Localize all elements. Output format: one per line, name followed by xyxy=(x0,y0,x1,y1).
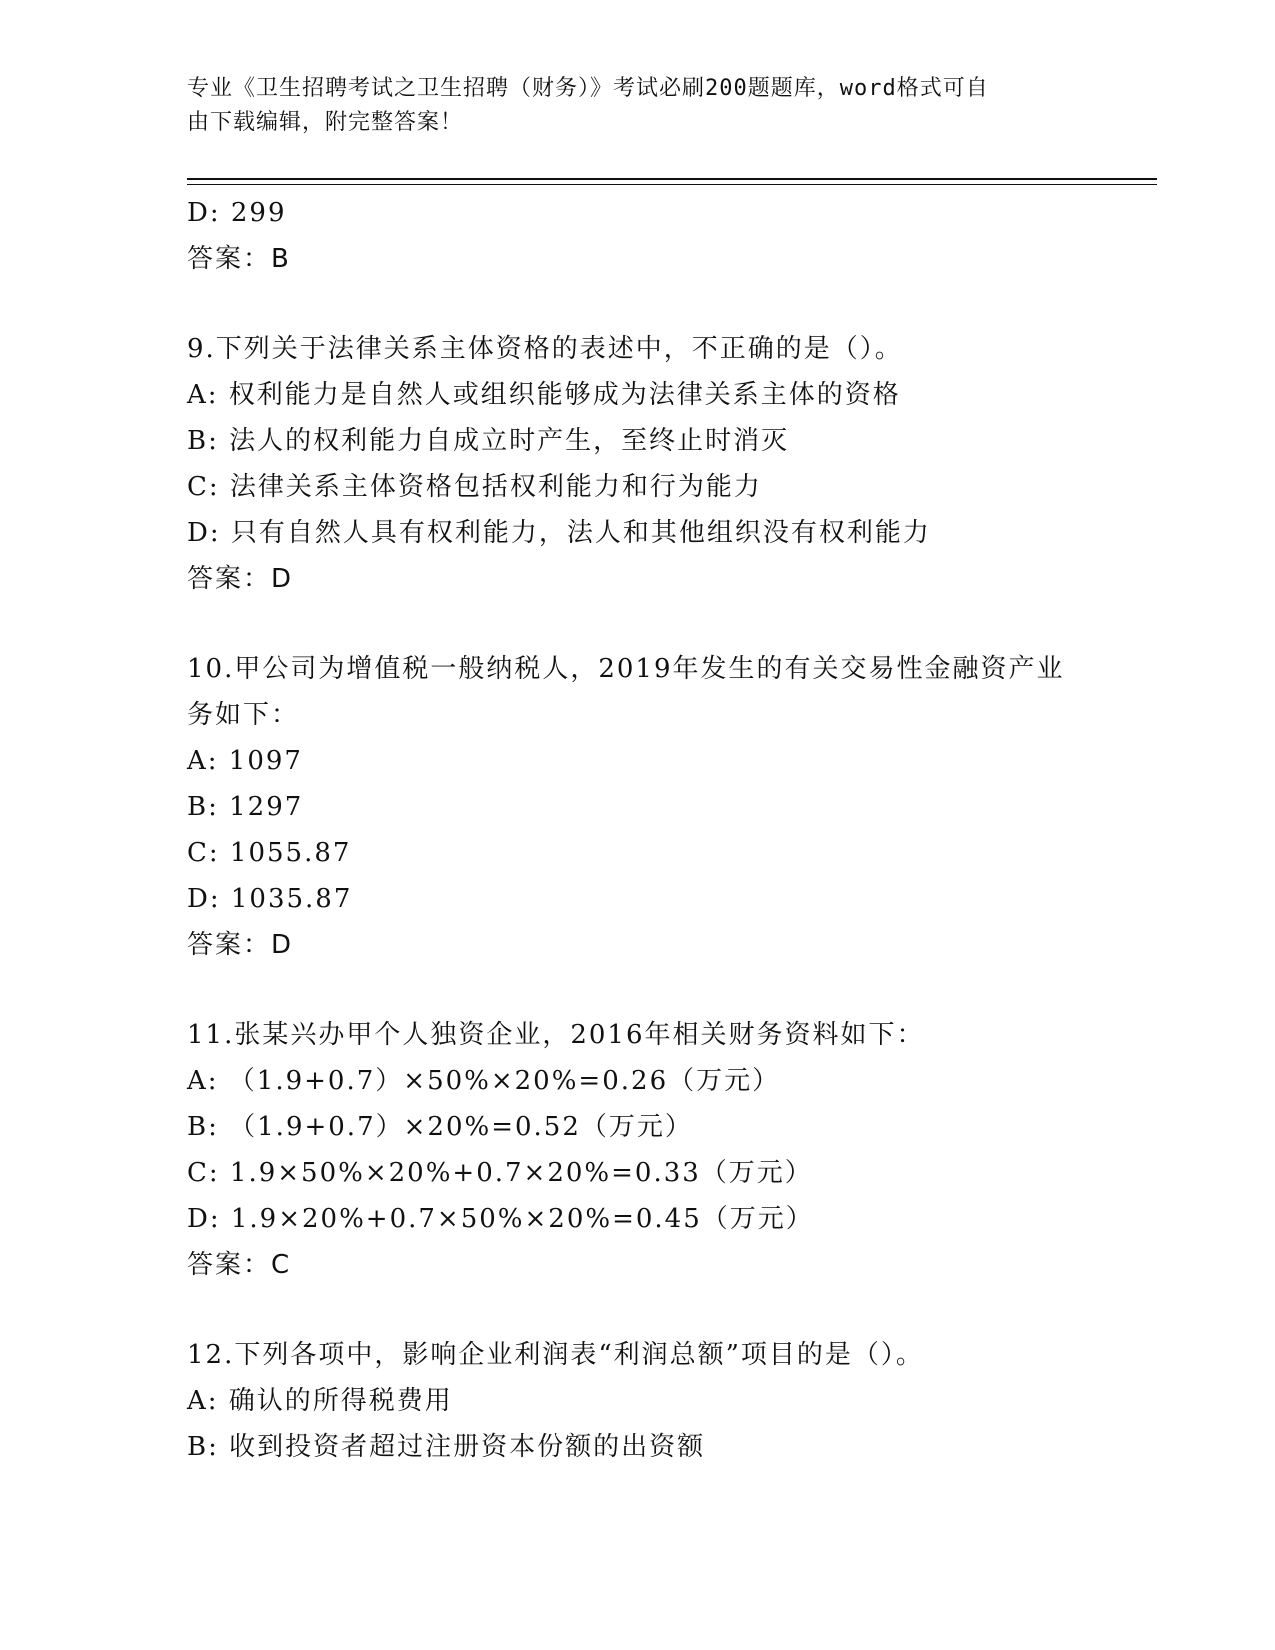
question-stem: 12.下列各项中，影响企业利润表“利润总额”项目的是（）。 xyxy=(187,1340,924,1370)
header-divider-thick xyxy=(187,178,1157,180)
answer-line: 答案：B xyxy=(187,244,291,274)
header-divider-thin xyxy=(187,184,1157,185)
question-list xyxy=(187,190,1147,1470)
option-d: D: 1035.87 xyxy=(187,884,353,914)
option-a: A: 权利能力是自然人或组织能够成为法律关系主体的资格 xyxy=(187,380,901,410)
answer-line: 答案：D xyxy=(187,564,294,594)
header-line-2: 由下载编辑，附完整答案！ xyxy=(187,110,464,135)
option-b: B: （1.9+0.7）×20%=0.52（万元） xyxy=(187,1112,693,1142)
question-stem: 11.张某兴办甲个人独资企业，2016年相关财务资料如下： xyxy=(187,1020,925,1050)
question-block-8-tail xyxy=(187,190,1147,282)
page-header xyxy=(187,72,1087,140)
option-c: C: 法律关系主体资格包括权利能力和行为能力 xyxy=(187,472,762,502)
question-10 xyxy=(187,646,1147,968)
option-c: C: 1055.87 xyxy=(187,838,352,868)
question-stem: 9.下列关于法律关系主体资格的表述中，不正确的是（）。 xyxy=(187,334,903,364)
option-b: B: 法人的权利能力自成立时产生，至终止时消灭 xyxy=(187,426,790,456)
option-d: D: 只有自然人具有权利能力，法人和其他组织没有权利能力 xyxy=(187,518,931,548)
option-c: C: 1.9×50%×20%+0.7×20%=0.33（万元） xyxy=(187,1158,813,1188)
question-12 xyxy=(187,1332,1147,1470)
option-d: D: 299 xyxy=(187,198,287,228)
option-a: A: 1097 xyxy=(187,746,303,776)
option-b: B: 收到投资者超过注册资本份额的出资额 xyxy=(187,1432,706,1462)
option-a: A: 确认的所得税费用 xyxy=(187,1386,453,1416)
option-b: B: 1297 xyxy=(187,792,304,822)
question-9 xyxy=(187,326,1147,602)
option-d: D: 1.9×20%+0.7×50%×20%=0.45（万元） xyxy=(187,1204,814,1234)
answer-line: 答案：C xyxy=(187,1250,292,1280)
question-stem: 10.甲公司为增值税一般纳税人，2019年发生的有关交易性金融资产业 xyxy=(187,654,1065,684)
header-line-1: 专业《卫生招聘考试之卫生招聘（财务）》考试必刷200题题库，word格式可自 xyxy=(187,76,989,101)
question-11 xyxy=(187,1012,1147,1288)
answer-line: 答案：D xyxy=(187,930,294,960)
question-stem-continued: 务如下： xyxy=(187,700,300,730)
option-a: A: （1.9+0.7）×50%×20%=0.26（万元） xyxy=(187,1066,781,1096)
